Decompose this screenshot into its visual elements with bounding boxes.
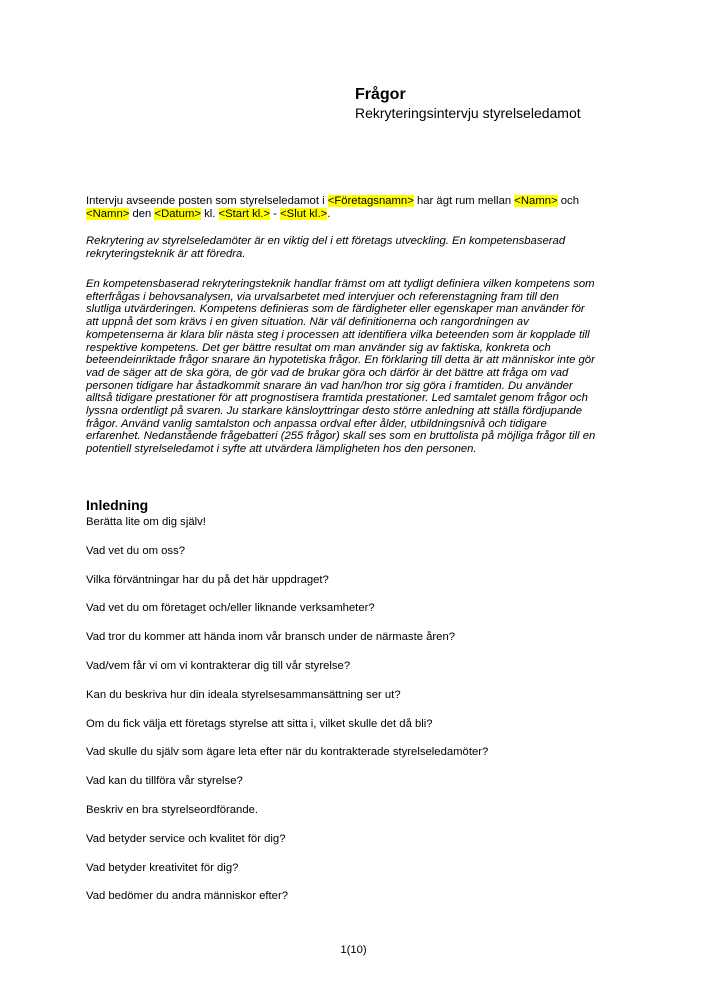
field-end-time[interactable]: <Slut kl.>	[280, 207, 328, 220]
text-line: En kompetensbaserad rekryteringsteknik handlar främst om att tydligt definiera vilken kompetens som	[86, 278, 595, 290]
question-item: Vad tror du kommer att hända inom vår bransch under de närmaste åren?	[86, 631, 456, 644]
section-heading: Inledning	[86, 497, 149, 513]
text-line: personen tidigare har åstadkommit snarare än vad han/hon tror sig göra i framtiden. Du använder	[86, 379, 573, 392]
question-item: Vad vet du om oss?	[86, 544, 186, 557]
document-title: Frågor	[355, 86, 406, 103]
text-line: rekryteringsteknik är att föredra.	[86, 247, 246, 260]
field-company-name[interactable]: <Företagsnamn>	[327, 195, 414, 207]
question-item: Vad/vem får vi om vi kontrakterar dig till vår styrelse?	[86, 660, 351, 672]
text: har ägt rum mellan	[413, 195, 515, 207]
document-subtitle: Rekryteringsintervju styrelseledamot	[355, 105, 581, 121]
question-item: Berätta lite om dig själv!	[86, 516, 206, 528]
question-item: Vad vet du om företaget och/eller liknande verksamheter?	[86, 602, 375, 615]
text: och	[557, 195, 579, 207]
text: den	[129, 207, 155, 220]
text: .	[327, 207, 331, 220]
question-item: Beskriv en bra styrelseordförande.	[86, 804, 259, 816]
text-line: kompetenserna är klara blir nästa steg i processen att identifiera vilka beteenden som är kopplade till	[86, 328, 590, 341]
text: kl.	[200, 207, 219, 220]
text-line: lyssna ordentligt på svaren. Ju starkare känsloyttringar desto större anledning att ställa fördjupande	[86, 405, 583, 418]
question-item: Vad skulle du själv som ägare leta efter när du kontrakterade styrelseledamöter?	[86, 746, 489, 759]
text-line: erfarenhet. Nedanstående frågebatteri (255 frågor) skall ses som en bruttolista på möjliga frågor till en	[86, 430, 596, 443]
text-line: slutliga utvärderingen. Kompetens definieras som de färdigheter eller egenskaper man använder för	[86, 303, 585, 316]
question-item: Kan du beskriva hur din ideala styrelsesammansättning ser ut?	[86, 688, 401, 701]
text-line: att uppnå det som krävs i en given situation. När väl definitionerna och rangordningen av	[86, 316, 529, 329]
question-item: Vilka förväntningar har du på det här uppdraget?	[86, 573, 329, 586]
field-name-1[interactable]: <Namn>	[514, 195, 558, 207]
field-name-2[interactable]: <Namn>	[86, 207, 130, 220]
field-date[interactable]: <Datum>	[154, 207, 201, 220]
paragraph-2	[86, 235, 631, 260]
question-item: Vad betyder service och kvalitet för dig?	[86, 832, 286, 845]
page-number: 1(10)	[340, 944, 367, 956]
text-line: efterfrågas i behovsanalysen, via urvalsarbetet med intervjuer och referenstagning fram till den	[86, 290, 559, 303]
intro-paragraph	[86, 195, 631, 220]
text-line: vad de säger att de ska göra, de gör vad de brukar göra och därför är det bättre att fråga om vad	[86, 366, 569, 379]
text-line: beteendeinriktade frågor snarare än hypotetiska frågor. En förklaring till detta är att människor inte gör	[86, 354, 595, 367]
text-line: potentiell styrelseledamot i syfte att utvärdera lämpligheten hos den personen.	[86, 443, 477, 456]
text: -	[270, 207, 281, 220]
paragraph-3	[86, 278, 631, 456]
question-item: Om du fick välja ett företags styrelse att sitta i, vilket skulle det då bli?	[86, 717, 433, 730]
question-item: Vad betyder kreativitet för dig?	[86, 861, 239, 874]
text-line: Rekrytering av styrelseledamöter är en viktig del i ett företags utveckling. En kompetensbaserad	[86, 235, 566, 247]
question-item: Vad bedömer du andra människor efter?	[86, 890, 288, 903]
text: Intervju avseende posten som styrelseledamot i	[86, 195, 328, 207]
question-item: Vad kan du tillföra vår styrelse?	[86, 775, 243, 788]
text-line: frågor. Använd vanlig samtalston och anpassa ordval efter ålder, utbildningsnivå och tidigare	[86, 417, 547, 430]
field-start-time[interactable]: <Start kl.>	[218, 207, 271, 220]
text-line: respektive kompetens. Det ger bättre resultat om man använder sig av faktiska, konkreta och	[86, 341, 551, 354]
text-line: alltså tidigare prestationer för att prognostisera framtida prestationer. Led samtalet genom frågor och	[86, 392, 588, 405]
